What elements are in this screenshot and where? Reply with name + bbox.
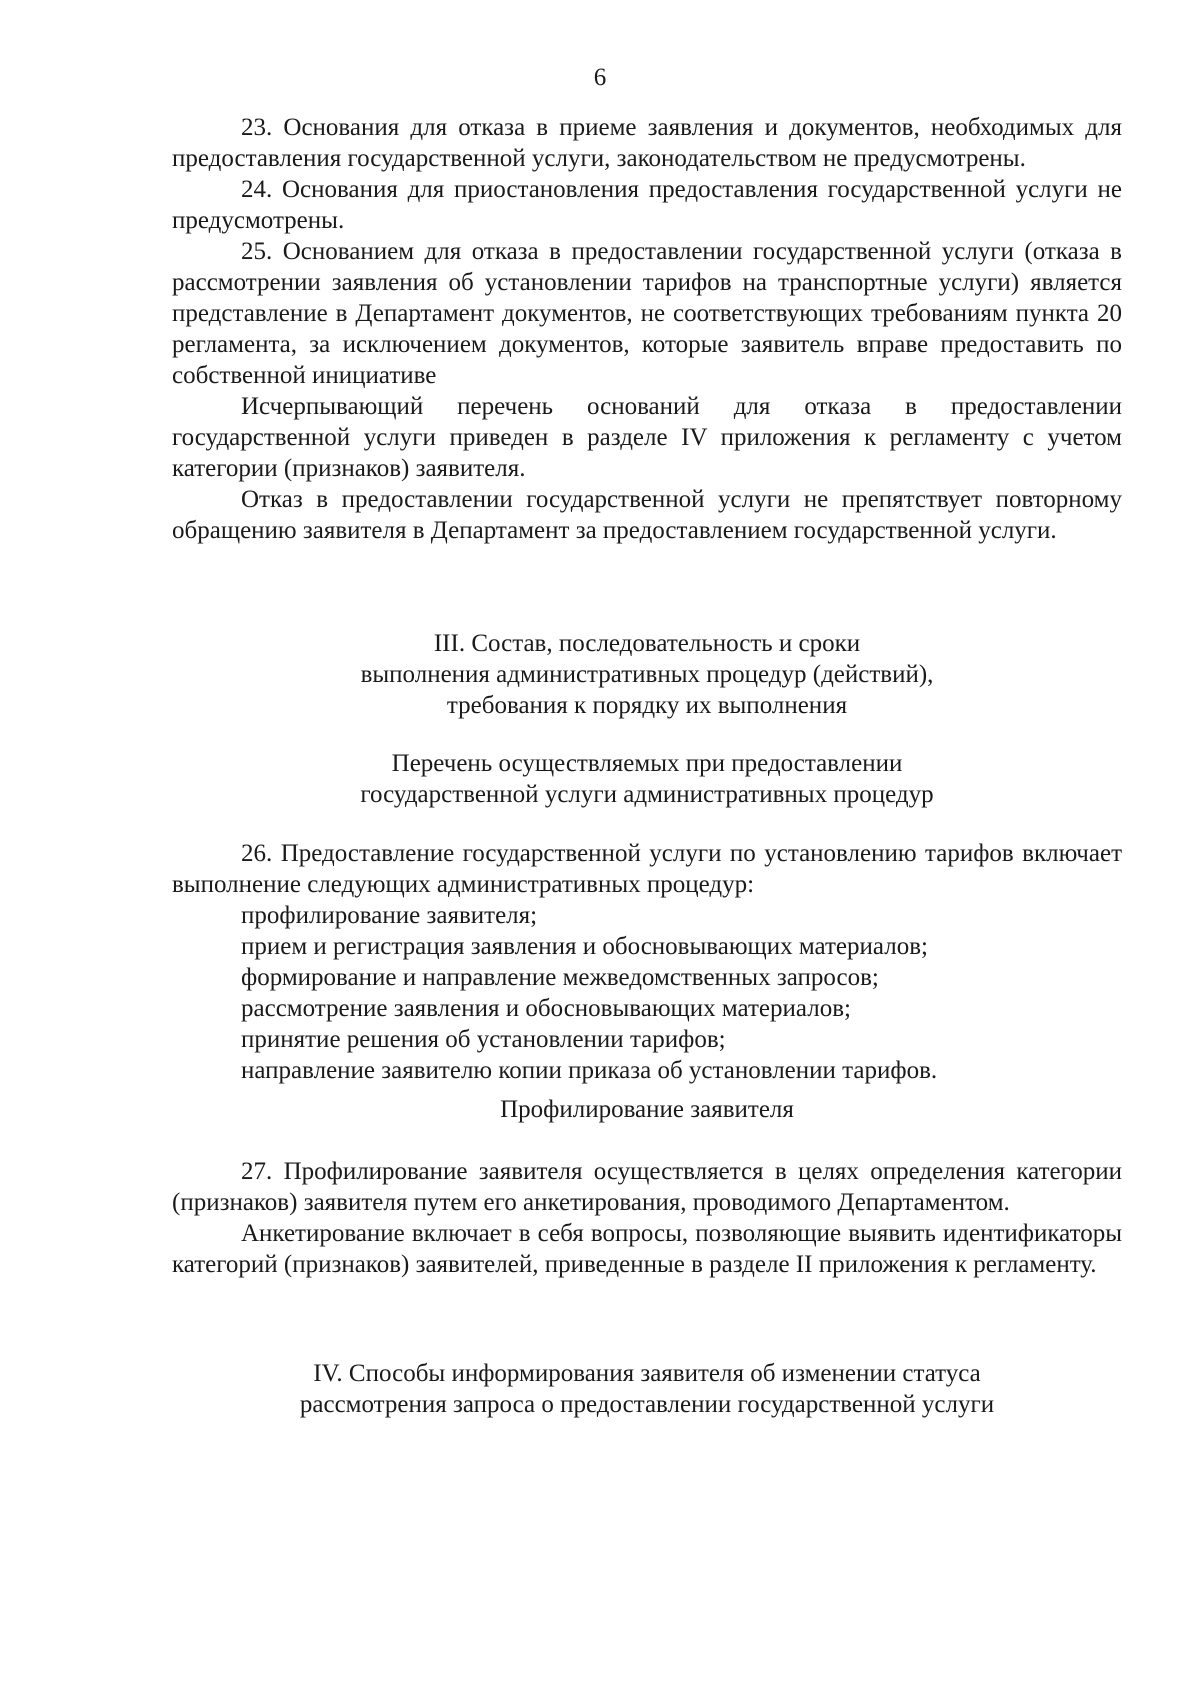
- section-4-heading: [172, 1358, 1122, 1420]
- paragraph-27: 27. Профилирование заявителя осуществляется в целях определения категории (признаков) заявителя путем его анкетирования, проводимого Департаментом.: [172, 1158, 1122, 1216]
- procedures-list-title: [172, 748, 1122, 810]
- profiling-heading: Профилирование заявителя: [500, 1096, 794, 1123]
- procedure-item: направление заявителю копии приказа об установлении тарифов.: [241, 1057, 938, 1084]
- section-4-title: [172, 1358, 1122, 1420]
- section-3-title-line-3: требования к порядку их выполнения: [446, 692, 848, 719]
- profiling-heading-block: [172, 1094, 1122, 1125]
- procedure-item: рассмотрение заявления и обосновывающих материалов;: [241, 995, 851, 1022]
- procedure-item: профилирование заявителя;: [241, 902, 538, 929]
- section-3-title: [172, 628, 1122, 721]
- paragraph-26: 26. Предоставление государственной услуги по установлению тарифов включает выполнение следующих административных процедур:: [172, 840, 1122, 898]
- procedures-list-title-line-1: Перечень осуществляемых при предоставлении: [391, 750, 903, 777]
- section-4-title-line-1: IV. Способы информирования заявителя об изменении статуса: [313, 1360, 981, 1387]
- procedures-block: [172, 838, 1122, 1086]
- procedure-item: формирование и направление межведомственных запросов;: [241, 964, 879, 991]
- procedures-list-title-line-2: государственной услуги административных процедур: [360, 781, 934, 808]
- section-2-end-block: [172, 112, 1122, 546]
- profiling-block: [172, 1156, 1122, 1280]
- section-3-title-line-1: III. Состав, последовательность и сроки: [433, 630, 861, 657]
- section-3-title-line-2: выполнения административных процедур (действий),: [360, 661, 934, 688]
- section-3-heading: [172, 628, 1122, 721]
- section-3-subheading: [172, 748, 1122, 810]
- paragraph-25: 25. Основанием для отказа в предоставлении государственной услуги (отказа в рассмотрении заявления об установлении тарифов на транспортные услуги) является представление в Департамент документов, не соответствующих требованиям пункта 20 регламента, за исключением документов, которые заявитель вправе предоставить по собственной инициативе: [172, 238, 1122, 389]
- paragraph-25-list-reference: Исчерпывающий перечень оснований для отказа в предоставлении государственной услуги приведен в разделе IV приложения к регламенту с учетом категории (признаков) заявителя.: [172, 393, 1122, 482]
- paragraph-27-survey: Анкетирование включает в себя вопросы, позволяющие выявить идентификаторы категорий (признаков) заявителей, приведенные в разделе II приложения к регламенту.: [172, 1220, 1122, 1278]
- paragraph-25-refusal-note: Отказ в предоставлении государственной услуги не препятствует повторному обращению заявителя в Департамент за предоставлением государственной услуги.: [172, 486, 1122, 544]
- paragraph-23: 23. Основания для отказа в приеме заявления и документов, необходимых для предоставления государственной услуги, законодательством не предусмотрены.: [172, 114, 1122, 172]
- procedure-item: принятие решения об установлении тарифов;: [241, 1026, 726, 1053]
- procedure-item: прием и регистрация заявления и обосновывающих материалов;: [241, 933, 928, 960]
- paragraph-24: 24. Основания для приостановления предоставления государственной услуги не предусмотрены.: [172, 176, 1122, 234]
- page-number: 6: [593, 64, 607, 91]
- section-4-title-line-2: рассмотрения запроса о предоставлении государственной услуги: [299, 1391, 995, 1418]
